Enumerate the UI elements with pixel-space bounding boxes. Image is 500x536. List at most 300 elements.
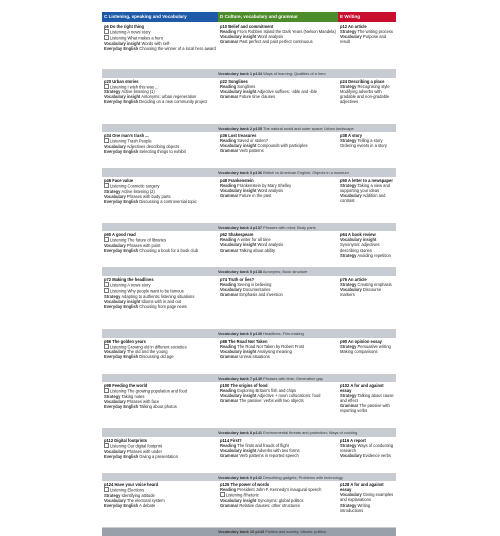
line-label: Everyday English xyxy=(104,354,139,360)
line-text: Taking notes xyxy=(121,393,145,399)
lesson-title: p116 A report xyxy=(340,437,366,443)
line-text: Active listening (2) xyxy=(121,188,155,194)
line-text: Songlines xyxy=(237,83,256,89)
line-label: Vocabulary insight xyxy=(104,298,141,304)
cell-writing xyxy=(338,132,396,168)
line-text: Word analysis xyxy=(257,242,284,248)
line-text: Documentaries xyxy=(242,287,271,293)
line-text: Listening Elections xyxy=(110,488,145,494)
line-text: Listening A news story xyxy=(110,29,151,35)
bank-text: Acronyms; Book structure xyxy=(262,269,308,275)
line-label: Grammar xyxy=(220,353,239,359)
lesson-title: p48 Frankenstein xyxy=(220,177,254,183)
cell-writing xyxy=(338,481,396,527)
syllabus-table xyxy=(102,12,396,536)
line-text: Avoiding repetition xyxy=(357,252,391,258)
lesson-line xyxy=(220,94,336,99)
line-text: Taking a view and supporting your ideas xyxy=(340,182,391,193)
bank-label: Vocabulary bank 6 p139 xyxy=(218,330,263,336)
lesson-title: p88 The Road Not Taken xyxy=(220,338,268,344)
line-text: Talking about cause and effect xyxy=(340,393,394,404)
line-label: Strategy xyxy=(340,343,357,349)
line-text: Word analysis xyxy=(257,187,284,193)
cell-listening xyxy=(102,437,218,473)
line-text: Creating emphasis xyxy=(357,282,392,288)
lesson-line xyxy=(340,492,394,502)
lesson-line xyxy=(340,143,394,148)
line-text: The Road Not Taken by Robert Frost xyxy=(237,343,305,349)
line-text: Listening Rhetoric xyxy=(226,493,259,499)
lesson-title: p114 First? xyxy=(220,437,242,443)
lesson-title: p98 Feeding the world xyxy=(104,383,148,389)
lesson-line xyxy=(220,453,336,458)
cell-culture xyxy=(218,437,338,473)
lesson-line xyxy=(220,354,336,359)
line-text: The passive: verbs with two objects xyxy=(239,398,304,404)
cell-culture xyxy=(218,177,338,223)
line-text: Ways of conducting research xyxy=(340,442,394,453)
bank-label: Vocabulary bank 4 p137 xyxy=(218,224,263,230)
vocabulary-bank-bar xyxy=(102,474,396,482)
line-text: Listening What makes a hero xyxy=(110,35,164,41)
line-label: Grammar xyxy=(340,403,359,409)
line-text: Deciding on a new community project xyxy=(139,99,208,105)
line-label: Vocabulary insight xyxy=(220,34,257,40)
lesson-line xyxy=(104,248,216,253)
line-text: Antonyms: urban regeneration xyxy=(141,94,197,100)
audio-checkbox-icon xyxy=(104,282,109,287)
audio-checkbox-icon xyxy=(104,237,109,242)
line-label: Vocabulary xyxy=(104,498,126,504)
line-label: Vocabulary xyxy=(340,452,362,458)
line-text: The old and the young xyxy=(126,349,168,355)
cell-listening xyxy=(102,23,218,69)
lesson-title: p128 A for and against essay xyxy=(340,482,384,493)
bank-text: Phrases with time; Generation gap xyxy=(263,375,323,381)
line-label: Vocabulary insight xyxy=(220,348,257,354)
lesson-line xyxy=(220,248,336,253)
line-text: The writing process xyxy=(357,29,393,35)
line-text: Listening Growing old in different societies xyxy=(110,344,187,350)
lesson-line xyxy=(104,199,216,204)
line-text: Discussing a controversial topic xyxy=(139,198,197,204)
bank-text: Headlines; Film-making xyxy=(263,330,304,336)
line-label: Reading xyxy=(220,138,237,144)
lesson-title: p74 Truth or lies? xyxy=(220,276,255,282)
line-label: Vocabulary insight xyxy=(104,40,141,46)
vocabulary-bank-bar xyxy=(102,330,396,338)
line-label: Strategy xyxy=(340,282,357,288)
lesson-title: p50 A letter to a newspaper xyxy=(340,177,393,183)
cell-culture xyxy=(218,338,338,374)
line-text: Recognising style xyxy=(357,83,390,89)
line-label: Vocabulary xyxy=(104,143,126,149)
line-label: Reading xyxy=(220,388,237,394)
lesson-title: p62 Shakespeare xyxy=(220,232,254,238)
lesson-line xyxy=(220,503,336,508)
cell-listening xyxy=(102,78,218,124)
audio-checkbox-icon xyxy=(104,388,109,393)
cell-culture xyxy=(218,276,338,329)
line-label: Grammar xyxy=(220,452,239,458)
unit-row xyxy=(102,132,396,169)
line-text: Emphasis and inversion xyxy=(239,292,283,298)
line-label: Everyday English xyxy=(104,453,139,459)
line-text: Listening I wish this was ... xyxy=(110,84,159,90)
cell-culture xyxy=(218,382,338,428)
line-text: Giving a presentation xyxy=(139,453,178,459)
line-label: Vocabulary xyxy=(220,287,242,293)
line-label: Vocabulary insight xyxy=(220,447,257,453)
audio-checkbox-icon xyxy=(104,344,109,349)
lesson-title: p90 An opinion essay xyxy=(340,338,382,344)
lesson-line xyxy=(104,149,216,154)
line-text: Unreal situations xyxy=(239,353,270,359)
line-text: Adjectives describing objects xyxy=(126,143,180,149)
line-label: Vocabulary xyxy=(104,243,126,249)
line-text: Exploring Britain's fish and chips xyxy=(237,388,297,394)
audio-checkbox-icon xyxy=(104,443,109,448)
bank-label: Vocabulary bank 5 p138 xyxy=(218,269,263,275)
lesson-title: p124 Have your voice heard xyxy=(104,482,159,488)
line-label: Vocabulary xyxy=(104,448,126,454)
unit-row xyxy=(102,78,396,125)
line-label: Grammar xyxy=(220,93,239,99)
line-text: Listening Cosmetic surgery xyxy=(110,183,160,189)
cell-writing xyxy=(338,382,396,428)
cell-listening xyxy=(102,231,218,267)
line-label: Strategy xyxy=(104,293,121,299)
line-text: Seeing is believing xyxy=(237,282,272,288)
line-text: Analysing meaning xyxy=(257,348,292,354)
lesson-line xyxy=(340,183,394,193)
lesson-title: p24 Describing a place xyxy=(340,78,385,84)
audio-checkbox-icon xyxy=(220,492,225,497)
line-text: Listening Our digital footprint xyxy=(110,443,163,449)
lesson-line xyxy=(220,193,336,198)
line-text: Telling a story xyxy=(357,138,383,144)
vocabulary-bank-bar xyxy=(102,224,396,232)
lesson-line xyxy=(104,404,216,409)
units-body xyxy=(102,23,396,536)
vocabulary-bank-bar xyxy=(102,268,396,276)
line-label: Vocabulary xyxy=(104,193,126,199)
cell-listening xyxy=(102,276,218,329)
line-label: Strategy xyxy=(104,89,121,95)
line-label: Strategy xyxy=(340,182,357,188)
lesson-line xyxy=(340,503,394,513)
line-label: Vocabulary insight xyxy=(220,393,257,399)
line-label: Reading xyxy=(220,237,237,243)
line-text: Synonyms: global politics xyxy=(257,498,304,504)
line-text: Adverbs with two forms xyxy=(257,447,300,453)
line-label: Everyday English xyxy=(104,303,139,309)
line-text: Giving examples and explanations xyxy=(340,492,394,503)
bank-text: Describing gadgets; Problems with technology xyxy=(263,474,343,480)
vocabulary-bank-bar xyxy=(102,528,396,536)
line-label: Grammar xyxy=(220,148,239,154)
lesson-line xyxy=(104,354,216,359)
line-text: Phrases with under xyxy=(126,448,162,454)
line-text: Adapting to authentic listening situations xyxy=(121,293,195,299)
unit-row xyxy=(102,338,396,375)
header-listening: C Listening, speaking and Vocabulary xyxy=(102,12,218,22)
line-text: Listening A news story xyxy=(110,282,151,288)
line-text: Talking about ability xyxy=(239,247,276,253)
lesson-line xyxy=(340,393,394,403)
line-label: Strategy xyxy=(340,393,357,399)
line-label: Vocabulary xyxy=(340,492,362,498)
line-label: Strategy xyxy=(340,502,357,508)
line-label: Everyday English xyxy=(104,198,139,204)
line-label: Vocabulary insight xyxy=(220,143,257,149)
line-text: Addition and contrast xyxy=(340,192,386,203)
line-label: Strategy xyxy=(104,493,121,499)
lesson-title: p34 One man's trash ... xyxy=(104,133,149,139)
cell-writing xyxy=(338,437,396,473)
lesson-title: p126 The power of words xyxy=(220,482,270,488)
lesson-line xyxy=(220,398,336,403)
lesson-line xyxy=(340,237,394,252)
line-label: Vocabulary insight xyxy=(220,498,257,504)
line-text: Modifying adverbs with gradable and non-gradable adjectives xyxy=(340,88,390,104)
cell-culture xyxy=(218,23,338,69)
lesson-line xyxy=(104,503,216,508)
line-label: Vocabulary insight xyxy=(220,242,257,248)
line-text: A debate xyxy=(139,503,156,509)
line-label: Vocabulary xyxy=(104,399,126,404)
line-label: Grammar xyxy=(220,292,239,298)
line-text: Verb patterns in reported speech xyxy=(239,452,299,458)
line-label: Vocabulary insight xyxy=(340,237,377,243)
line-label: Grammar xyxy=(220,503,239,509)
bank-text: Politics and society; Idioms: politics xyxy=(265,529,327,535)
cell-culture xyxy=(218,132,338,168)
cell-writing xyxy=(338,276,396,329)
line-label: Strategy xyxy=(340,83,357,89)
cell-listening xyxy=(102,132,218,168)
line-label: Grammar xyxy=(220,192,239,198)
lesson-title: p22 Songlines xyxy=(220,78,248,84)
line-text: Relative clauses: other structures xyxy=(239,503,300,509)
line-text: Ordering events in a story xyxy=(340,143,387,149)
header-culture: D Culture, vocabulary and grammar xyxy=(218,12,338,22)
line-label: Everyday English xyxy=(104,99,139,105)
lesson-title: p112 Digital footprints xyxy=(104,437,147,443)
line-text: Discussing old age xyxy=(139,354,174,360)
audio-checkbox-icon xyxy=(104,288,109,293)
bank-label: Vocabulary bank 9 p142 xyxy=(218,474,263,480)
line-label: Reading xyxy=(220,487,237,493)
line-label: Everyday English xyxy=(104,503,139,509)
cell-culture xyxy=(218,231,338,267)
line-text: Making comparisons xyxy=(340,348,378,354)
cell-writing xyxy=(338,231,396,267)
lesson-title: p72 Making the headlines xyxy=(104,276,154,282)
lesson-line xyxy=(340,403,394,413)
line-text: Compounds with participles xyxy=(257,143,308,149)
line-text: Talking about photos xyxy=(139,404,177,410)
cell-listening xyxy=(102,177,218,223)
bank-text: Ways of learning; Qualities of a hero xyxy=(263,71,326,76)
line-text: Listening The future of libraries xyxy=(110,238,167,244)
lesson-title: p64 A book review xyxy=(340,232,376,238)
line-label: Reading xyxy=(220,343,237,349)
line-label: Strategy xyxy=(340,442,357,448)
line-label: Grammar xyxy=(220,39,239,45)
line-label: Grammar xyxy=(220,247,239,253)
lesson-title: p100 The origins of food xyxy=(220,383,268,389)
line-label: Reading xyxy=(220,83,237,89)
line-text: From Robben Island the Dark Years (Nelson Mandela) xyxy=(237,29,336,35)
line-label: Vocabulary xyxy=(104,349,126,355)
line-text: Purpose and result xyxy=(340,34,387,45)
line-text: Listening Why people want to be famous xyxy=(110,288,184,294)
line-text: The firsts and frauds of flight xyxy=(237,442,289,448)
line-text: Past perfect and past perfect continuous xyxy=(239,39,313,45)
line-text: A writer for all time xyxy=(237,237,271,243)
audio-checkbox-icon xyxy=(104,183,109,188)
line-text: Persuasive writing xyxy=(357,343,391,349)
lesson-line xyxy=(340,34,394,44)
lesson-line xyxy=(220,39,336,44)
column-headers xyxy=(102,12,396,22)
bank-label: Vocabulary bank 7 p140 xyxy=(218,375,263,381)
line-label: Vocabulary insight xyxy=(104,94,141,100)
line-text: Synonyms: adjectives describing stories xyxy=(340,242,380,253)
lesson-line xyxy=(340,193,394,203)
lesson-line xyxy=(340,287,394,297)
bank-label: Vocabulary bank 8 p141 xyxy=(218,430,263,436)
cell-writing xyxy=(338,338,396,374)
lesson-line xyxy=(220,148,336,153)
vocabulary-bank-bar xyxy=(102,169,396,177)
bank-text: The natural world and outer space; Urban landscape xyxy=(263,125,354,131)
lesson-line xyxy=(104,46,216,51)
lesson-title: p38 A story xyxy=(340,133,362,139)
lesson-line xyxy=(104,304,216,309)
line-label: Strategy xyxy=(104,188,121,194)
lesson-title: p12 An article xyxy=(340,24,367,29)
line-text: Discourse markers xyxy=(340,287,382,298)
unit-row xyxy=(102,437,396,474)
line-text: Listening Trash People xyxy=(110,138,152,144)
line-label: Vocabulary xyxy=(340,192,362,198)
vocabulary-bank-bar xyxy=(102,125,396,133)
bank-label: Vocabulary bank 2 p135 xyxy=(218,125,263,131)
line-text: Selecting things to exhibit xyxy=(139,149,186,155)
lesson-title: p6 Do the right thing xyxy=(104,24,145,29)
cell-listening xyxy=(102,338,218,374)
cell-writing xyxy=(338,23,396,69)
line-label: Vocabulary xyxy=(340,34,362,40)
line-label: Vocabulary xyxy=(340,287,362,293)
audio-checkbox-icon xyxy=(104,487,109,492)
line-text: Verb patterns xyxy=(239,148,264,154)
line-text: Frankenstein by Mary Shelley xyxy=(237,182,292,188)
line-text: Choosing from page news xyxy=(139,303,187,309)
vocabulary-bank-bar xyxy=(102,429,396,437)
line-label: Everyday English xyxy=(104,149,139,155)
header-writing: E Writing xyxy=(338,12,396,22)
vocabulary-bank-bar xyxy=(102,70,396,78)
line-label: Reading xyxy=(220,182,237,188)
line-text: Future in the past xyxy=(239,192,272,198)
line-label: Strategy xyxy=(340,138,357,144)
line-text: Phrases with point xyxy=(126,243,161,249)
line-text: Choosing the winner of a local hero award xyxy=(139,45,216,51)
line-label: Everyday English xyxy=(104,404,139,410)
cell-listening xyxy=(102,481,218,527)
line-label: Vocabulary insight xyxy=(220,187,257,193)
lesson-title: p76 An article xyxy=(340,276,367,282)
lesson-title: p60 A good read xyxy=(104,232,136,238)
audio-checkbox-icon xyxy=(104,35,109,40)
audio-checkbox-icon xyxy=(104,84,109,89)
lesson-title: p36 Lost treasures xyxy=(220,133,257,139)
line-text: Phrases with body parts xyxy=(126,193,171,199)
line-text: Phrases with face xyxy=(126,399,160,404)
lesson-line xyxy=(104,454,216,459)
line-label: Reading xyxy=(220,282,237,288)
cell-writing xyxy=(338,177,396,223)
vocabulary-bank-bar xyxy=(102,375,396,383)
unit-row xyxy=(102,276,396,330)
line-label: Strategy xyxy=(340,29,357,35)
line-label: Everyday English xyxy=(104,45,139,51)
line-text: The electoral system xyxy=(126,498,165,504)
line-text: Choosing a book for a book club xyxy=(139,248,198,254)
bank-label: Vocabulary bank 3 p136 xyxy=(218,170,263,176)
line-text: Words with self- xyxy=(141,40,171,46)
lesson-title: p46 Face value xyxy=(104,177,134,183)
line-label: Reading xyxy=(220,29,237,35)
bank-label: Vocabulary bank 1 p134 xyxy=(218,71,263,76)
bank-text: Environmental threats and protection; Ways of cooking xyxy=(263,430,358,436)
line-text: Listening The growing population and food xyxy=(110,388,188,394)
lesson-line xyxy=(220,292,336,297)
line-text: Adjective + noun collocations: food xyxy=(257,393,321,399)
line-text: President John F. Kennedy's inaugural speech xyxy=(237,487,322,493)
cell-listening xyxy=(102,382,218,428)
bank-label: Vocabulary bank 10 p143 xyxy=(218,529,265,535)
cell-writing xyxy=(338,78,396,124)
audio-checkbox-icon xyxy=(104,138,109,143)
unit-row xyxy=(102,382,396,429)
lesson-line xyxy=(340,443,394,453)
unit-row xyxy=(102,23,396,70)
line-text: Adjective suffixes: -able and -ible xyxy=(257,88,318,94)
line-text: Word analysis xyxy=(257,34,284,40)
bank-text: British vs American English; Objects in a museum xyxy=(263,170,349,176)
line-text: Idioms with in and out xyxy=(141,298,182,304)
lesson-title: p10 Belief and commitment xyxy=(220,24,274,29)
line-text: Future time clauses xyxy=(239,93,276,99)
lesson-line xyxy=(340,453,394,458)
line-label: Vocabulary insight xyxy=(220,88,257,94)
unit-row xyxy=(102,231,396,268)
line-text: Saved or stolen? xyxy=(237,138,269,144)
unit-row xyxy=(102,481,396,528)
line-text: Identifying attitude xyxy=(121,493,155,499)
line-label: Strategy xyxy=(104,393,121,399)
line-text: Writing introductions xyxy=(340,502,371,513)
line-label: Grammar xyxy=(220,398,239,404)
line-text: Active listening (1) xyxy=(121,89,155,95)
bank-text: Phrases with mind; Body parts xyxy=(263,224,316,230)
lesson-title: p102 A for and against essay xyxy=(340,383,384,394)
lesson-line xyxy=(340,89,394,104)
